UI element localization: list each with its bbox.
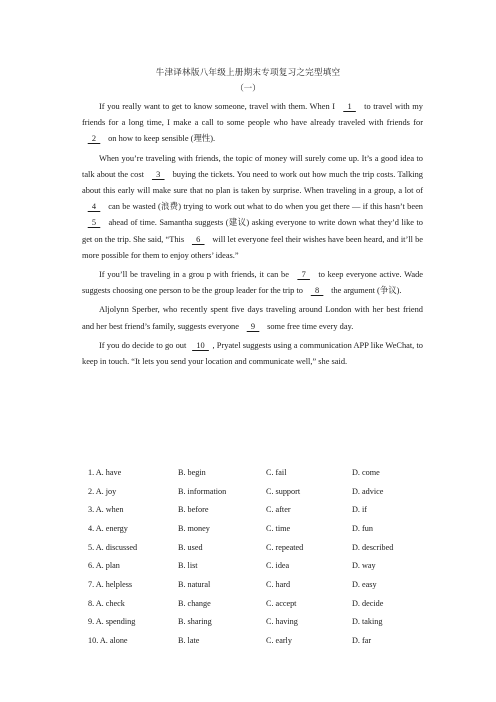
answer-blank: 5 (87, 218, 101, 228)
option-row (88, 631, 428, 650)
document-title: 牛津译林版八年级上册期末专项复习之完型填空 (155, 67, 341, 77)
option-choice: B. before (178, 505, 209, 515)
passage-text: to keep everyone active. Wade suggests choosing one person to be the group leader for the trip to (82, 270, 423, 296)
option-choice: C. idea (266, 561, 290, 571)
option-choice: C. after (266, 505, 291, 515)
option-choice: B. list (178, 561, 198, 571)
passage-paragraph (82, 302, 423, 334)
option-row (88, 538, 428, 557)
option-choice: D. come (352, 467, 380, 477)
option-choice: C. repeated (266, 542, 304, 552)
option-choice: 5. A. discussed (88, 542, 138, 552)
option-row (88, 613, 428, 632)
option-choice: D. if (352, 505, 368, 515)
passage-text: to travel with my friends for a long time, I make a call to some people who have already traveled with friends for (82, 102, 423, 128)
option-choice: D. fun (352, 523, 373, 533)
option-choice: 1. A. have (88, 467, 122, 477)
passage-text: will let everyone feel their wishes have been heard, and it’ll be more possible for them to enjoy others’ ideas.” (82, 234, 423, 260)
option-row (88, 594, 428, 613)
option-choice: B. natural (178, 579, 211, 589)
answer-blank: 7 (297, 270, 310, 280)
option-choice: D. described (352, 542, 394, 552)
passage-text: the argument (争议). (329, 286, 402, 296)
option-choice: C. early (266, 636, 292, 646)
answer-blank: 9 (246, 321, 260, 331)
passage-text: some free time every day. (265, 321, 354, 331)
option-choice: B. change (178, 598, 211, 608)
option-row (88, 463, 428, 482)
option-choice: 6. A. plan (88, 561, 120, 571)
option-choice: 7. A. helpless (88, 579, 133, 589)
passage-text: If you do decide to go out (99, 340, 189, 350)
option-choice: D. far (352, 636, 372, 646)
option-choice: D. advice (352, 486, 384, 496)
section-number: （一） (235, 84, 261, 93)
passage-paragraph (82, 99, 423, 148)
passage-text: on how to keep sensible (理性). (106, 134, 216, 144)
option-row (88, 556, 428, 575)
passage-text: Aljolynn Sperber, who recently spent five days traveling around London with her best friend and her best friend’s family, suggests everyone (82, 305, 423, 331)
passage-text: , Pryatel suggests using a communication APP like WeChat, to keep in touch. “It lets you send your location and communicate well,” she said. (82, 340, 423, 367)
option-choice: D. decide (352, 598, 384, 608)
answer-blank: 10 (192, 340, 209, 350)
passage-paragraph (82, 338, 423, 370)
option-choice: B. information (178, 486, 227, 496)
answer-blank: 2 (87, 134, 101, 144)
option-choice: C. time (266, 523, 291, 533)
option-choice: 4. A. energy (88, 523, 128, 533)
option-row (88, 519, 428, 538)
passage-text: If you really want to get to know someone, travel with them. When I (99, 102, 338, 111)
option-choice: 10. A. alone (88, 636, 128, 646)
answer-blank: 1 (343, 102, 356, 111)
passage-text: buying the tickets. You need to work out how much the trip costs. Talking about this early will make sure that no plan is taken by surprise. When traveling in a group, a lot of (82, 169, 423, 196)
option-choice: 8. A. check (88, 598, 125, 608)
passage-text: When you’re traveling with friends, the topic of money will surely come up. It’s a good idea to talk about the cost (82, 153, 423, 179)
option-choice: D. taking (352, 617, 383, 627)
option-row (88, 482, 428, 501)
answer-blank: 8 (310, 286, 324, 296)
passage-text: If you’ll be traveling in a grou p with friends, it can be (99, 270, 292, 280)
passage-text: ahead of time. Samantha suggests (建议) asking everyone to write down what they’d like to get on the trip. She said, “This (82, 218, 423, 244)
option-choice: C. accept (266, 598, 297, 608)
option-choice: C. fail (266, 467, 287, 477)
passage-text: can be wasted (浪费) trying to work out what to do when you get there — if this hasn’t been (106, 202, 423, 212)
option-choice: C. support (266, 486, 301, 496)
option-choice: C. hard (266, 579, 291, 589)
option-choice: 2. A. joy (88, 486, 117, 496)
cloze-passage (82, 99, 423, 373)
option-choice: C. having (266, 617, 298, 627)
option-choice: D. way (352, 561, 376, 571)
option-choice: B. begin (178, 467, 206, 477)
option-row (88, 500, 428, 519)
answer-blank: 6 (191, 234, 205, 244)
option-row (88, 575, 428, 594)
passage-paragraph (82, 267, 423, 299)
option-choice: B. used (178, 542, 203, 552)
option-choice: B. sharing (178, 617, 212, 627)
option-choice: B. late (178, 636, 200, 646)
answer-blank: 4 (87, 202, 101, 212)
answer-options (88, 463, 428, 650)
option-choice: D. easy (352, 579, 377, 589)
answer-blank: 3 (151, 169, 165, 179)
option-choice: B. money (178, 523, 210, 533)
option-choice: 9. A. spending (88, 617, 136, 627)
option-choice: 3. A. when (88, 505, 124, 515)
passage-paragraph (82, 151, 423, 264)
